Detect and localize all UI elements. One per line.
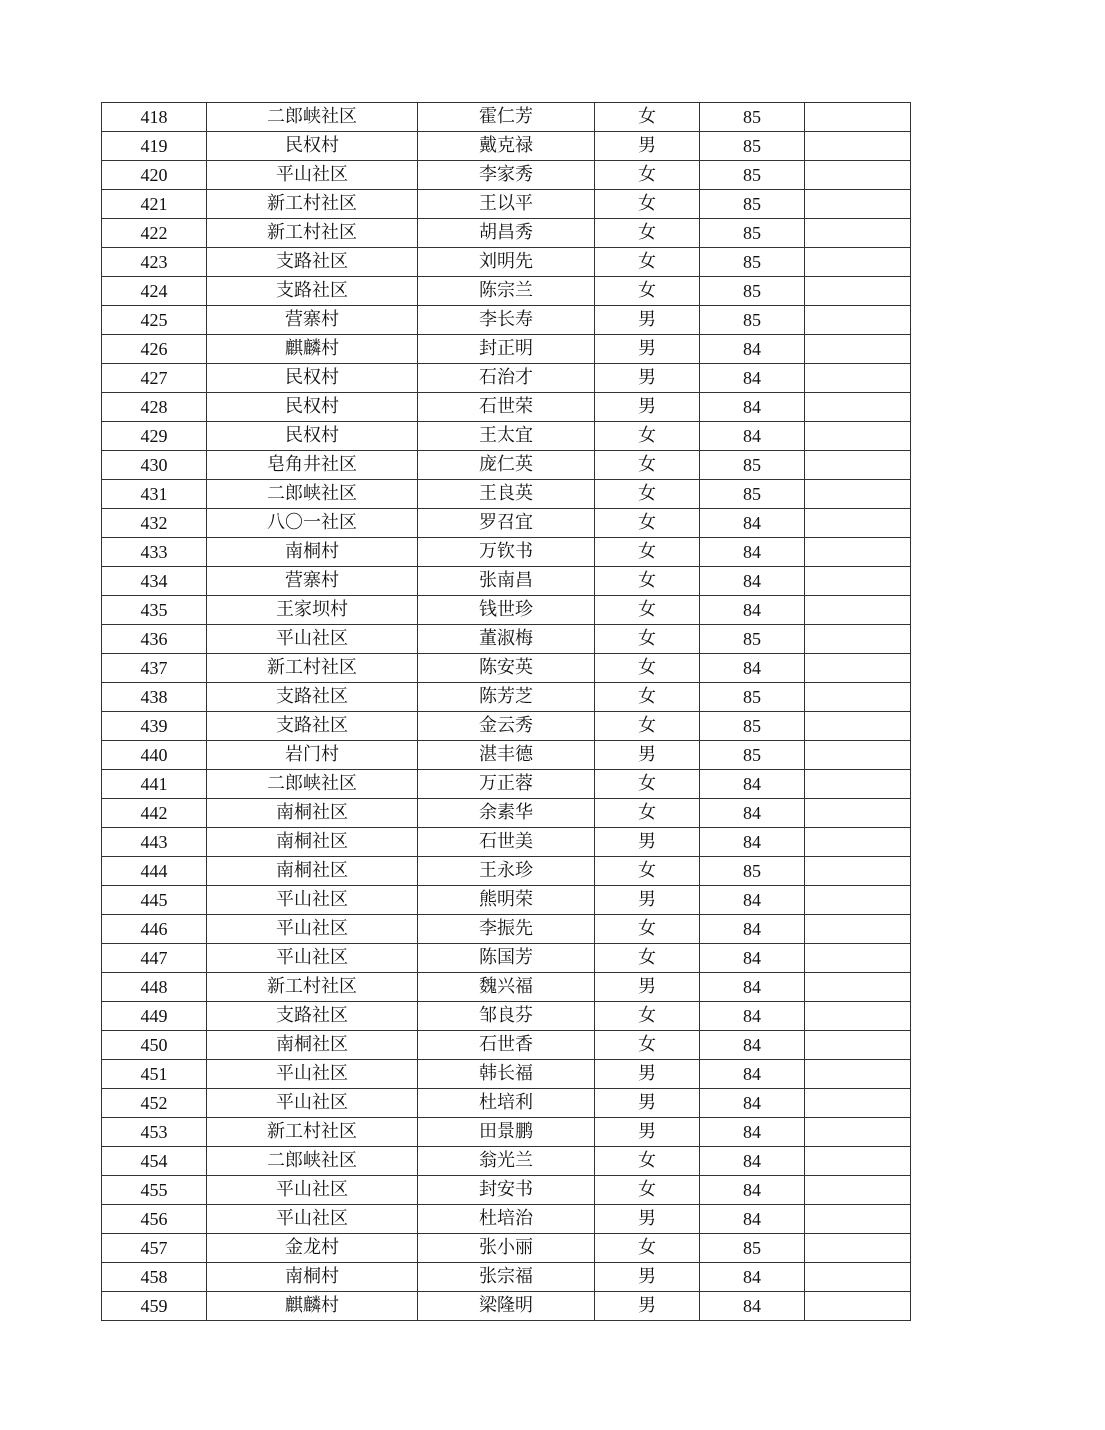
cell-name: 杜培治 (418, 1205, 595, 1234)
cell-name: 翁光兰 (418, 1147, 595, 1176)
table-row (102, 451, 911, 480)
table-row (102, 538, 911, 567)
cell-number: 420 (102, 161, 207, 190)
cell-community: 平山社区 (207, 1205, 418, 1234)
cell-community: 支路社区 (207, 277, 418, 306)
cell-gender: 男 (595, 1118, 700, 1147)
cell-name: 熊明荣 (418, 886, 595, 915)
cell-name: 李家秀 (418, 161, 595, 190)
cell-community: 南桐社区 (207, 828, 418, 857)
table-row (102, 480, 911, 509)
cell-remark (805, 190, 911, 219)
cell-gender: 女 (595, 219, 700, 248)
table-row (102, 277, 911, 306)
cell-gender: 男 (595, 828, 700, 857)
cell-name: 石世荣 (418, 393, 595, 422)
cell-name: 石治才 (418, 364, 595, 393)
cell-gender: 男 (595, 741, 700, 770)
cell-number: 438 (102, 683, 207, 712)
cell-number: 429 (102, 422, 207, 451)
cell-age: 85 (700, 480, 805, 509)
cell-number: 458 (102, 1263, 207, 1292)
table-row (102, 1205, 911, 1234)
cell-community: 二郎峡社区 (207, 1147, 418, 1176)
cell-community: 新工村社区 (207, 219, 418, 248)
cell-name: 戴克禄 (418, 132, 595, 161)
cell-remark (805, 480, 911, 509)
cell-remark (805, 422, 911, 451)
cell-name: 石世香 (418, 1031, 595, 1060)
cell-community: 平山社区 (207, 1176, 418, 1205)
cell-age: 85 (700, 451, 805, 480)
cell-number: 459 (102, 1292, 207, 1321)
cell-name: 陈国芳 (418, 944, 595, 973)
cell-name: 张小丽 (418, 1234, 595, 1263)
cell-remark (805, 915, 911, 944)
table-row (102, 1060, 911, 1089)
cell-remark (805, 306, 911, 335)
cell-number: 446 (102, 915, 207, 944)
cell-age: 85 (700, 277, 805, 306)
cell-gender: 女 (595, 770, 700, 799)
table-row (102, 654, 911, 683)
cell-number: 440 (102, 741, 207, 770)
cell-gender: 男 (595, 1060, 700, 1089)
cell-name: 封安书 (418, 1176, 595, 1205)
cell-name: 邹良芬 (418, 1002, 595, 1031)
table-row (102, 335, 911, 364)
cell-community: 新工村社区 (207, 1118, 418, 1147)
cell-gender: 女 (595, 683, 700, 712)
cell-community: 民权村 (207, 132, 418, 161)
cell-community: 平山社区 (207, 944, 418, 973)
cell-age: 84 (700, 364, 805, 393)
cell-number: 442 (102, 799, 207, 828)
cell-community: 二郎峡社区 (207, 480, 418, 509)
cell-remark (805, 103, 911, 132)
cell-name: 陈宗兰 (418, 277, 595, 306)
cell-number: 436 (102, 625, 207, 654)
cell-name: 韩长福 (418, 1060, 595, 1089)
cell-remark (805, 1089, 911, 1118)
cell-age: 85 (700, 190, 805, 219)
cell-community: 平山社区 (207, 161, 418, 190)
cell-name: 万正蓉 (418, 770, 595, 799)
cell-age: 84 (700, 828, 805, 857)
cell-remark (805, 741, 911, 770)
cell-age: 84 (700, 509, 805, 538)
cell-community: 新工村社区 (207, 973, 418, 1002)
cell-gender: 男 (595, 1089, 700, 1118)
cell-name: 钱世珍 (418, 596, 595, 625)
cell-remark (805, 799, 911, 828)
cell-name: 李振先 (418, 915, 595, 944)
cell-age: 84 (700, 567, 805, 596)
cell-age: 85 (700, 1234, 805, 1263)
cell-number: 425 (102, 306, 207, 335)
cell-name: 田景鹏 (418, 1118, 595, 1147)
table-row (102, 1176, 911, 1205)
cell-name: 庞仁英 (418, 451, 595, 480)
cell-remark (805, 1292, 911, 1321)
cell-community: 金龙村 (207, 1234, 418, 1263)
table-row (102, 1031, 911, 1060)
cell-gender: 女 (595, 596, 700, 625)
cell-name: 董淑梅 (418, 625, 595, 654)
cell-age: 84 (700, 915, 805, 944)
table-row (102, 248, 911, 277)
cell-age: 85 (700, 248, 805, 277)
cell-age: 84 (700, 1060, 805, 1089)
cell-number: 449 (102, 1002, 207, 1031)
cell-gender: 女 (595, 161, 700, 190)
cell-gender: 女 (595, 480, 700, 509)
cell-name: 霍仁芳 (418, 103, 595, 132)
cell-age: 84 (700, 422, 805, 451)
cell-gender: 男 (595, 306, 700, 335)
cell-gender: 女 (595, 567, 700, 596)
cell-gender: 女 (595, 915, 700, 944)
cell-age: 84 (700, 538, 805, 567)
cell-age: 84 (700, 973, 805, 1002)
cell-remark (805, 944, 911, 973)
cell-remark (805, 335, 911, 364)
cell-age: 85 (700, 161, 805, 190)
cell-name: 梁隆明 (418, 1292, 595, 1321)
cell-remark (805, 654, 911, 683)
cell-number: 447 (102, 944, 207, 973)
cell-number: 433 (102, 538, 207, 567)
cell-number: 430 (102, 451, 207, 480)
cell-age: 85 (700, 683, 805, 712)
table-row (102, 306, 911, 335)
cell-remark (805, 1031, 911, 1060)
table-row (102, 973, 911, 1002)
cell-number: 450 (102, 1031, 207, 1060)
cell-name: 李长寿 (418, 306, 595, 335)
cell-gender: 女 (595, 625, 700, 654)
cell-number: 448 (102, 973, 207, 1002)
cell-gender: 女 (595, 538, 700, 567)
cell-gender: 女 (595, 1002, 700, 1031)
cell-age: 85 (700, 625, 805, 654)
cell-age: 85 (700, 103, 805, 132)
cell-name: 刘明先 (418, 248, 595, 277)
roster-body (102, 103, 911, 1321)
cell-number: 427 (102, 364, 207, 393)
cell-number: 439 (102, 712, 207, 741)
cell-remark (805, 161, 911, 190)
cell-name: 魏兴福 (418, 973, 595, 1002)
cell-number: 445 (102, 886, 207, 915)
table-row (102, 509, 911, 538)
cell-community: 民权村 (207, 393, 418, 422)
table-row (102, 393, 911, 422)
cell-remark (805, 683, 911, 712)
cell-name: 张宗福 (418, 1263, 595, 1292)
cell-remark (805, 857, 911, 886)
cell-number: 444 (102, 857, 207, 886)
cell-gender: 女 (595, 857, 700, 886)
cell-gender: 女 (595, 248, 700, 277)
cell-community: 平山社区 (207, 1089, 418, 1118)
cell-name: 胡昌秀 (418, 219, 595, 248)
cell-age: 84 (700, 1263, 805, 1292)
cell-remark (805, 538, 911, 567)
cell-number: 431 (102, 480, 207, 509)
cell-gender: 男 (595, 364, 700, 393)
table-row (102, 132, 911, 161)
cell-remark (805, 219, 911, 248)
cell-community: 新工村社区 (207, 190, 418, 219)
cell-community: 南桐社区 (207, 1031, 418, 1060)
cell-number: 432 (102, 509, 207, 538)
cell-remark (805, 1205, 911, 1234)
cell-remark (805, 1234, 911, 1263)
cell-age: 84 (700, 654, 805, 683)
cell-gender: 女 (595, 1147, 700, 1176)
cell-remark (805, 1002, 911, 1031)
cell-remark (805, 1118, 911, 1147)
cell-remark (805, 625, 911, 654)
cell-community: 平山社区 (207, 915, 418, 944)
cell-gender: 男 (595, 393, 700, 422)
cell-community: 麒麟村 (207, 335, 418, 364)
cell-age: 85 (700, 132, 805, 161)
cell-community: 支路社区 (207, 248, 418, 277)
cell-name: 王良英 (418, 480, 595, 509)
cell-remark (805, 886, 911, 915)
table-row (102, 596, 911, 625)
table-row (102, 828, 911, 857)
cell-name: 陈安英 (418, 654, 595, 683)
cell-community: 南桐社区 (207, 857, 418, 886)
cell-remark (805, 1263, 911, 1292)
cell-number: 456 (102, 1205, 207, 1234)
table-row (102, 1147, 911, 1176)
cell-age: 85 (700, 306, 805, 335)
cell-age: 84 (700, 944, 805, 973)
cell-number: 452 (102, 1089, 207, 1118)
table-row (102, 799, 911, 828)
cell-gender: 男 (595, 973, 700, 1002)
table-row (102, 190, 911, 219)
cell-age: 84 (700, 770, 805, 799)
cell-name: 湛丰德 (418, 741, 595, 770)
cell-name: 封正明 (418, 335, 595, 364)
cell-age: 84 (700, 393, 805, 422)
table-row (102, 1292, 911, 1321)
cell-number: 421 (102, 190, 207, 219)
roster-table (101, 102, 911, 1321)
cell-remark (805, 1060, 911, 1089)
cell-remark (805, 451, 911, 480)
cell-community: 营寨村 (207, 567, 418, 596)
table-row (102, 103, 911, 132)
cell-number: 434 (102, 567, 207, 596)
cell-age: 84 (700, 1002, 805, 1031)
cell-community: 岩门村 (207, 741, 418, 770)
table-row (102, 886, 911, 915)
cell-remark (805, 596, 911, 625)
table-row (102, 1263, 911, 1292)
cell-age: 84 (700, 1118, 805, 1147)
cell-number: 435 (102, 596, 207, 625)
cell-name: 张南昌 (418, 567, 595, 596)
table-row (102, 364, 911, 393)
cell-community: 八〇一社区 (207, 509, 418, 538)
cell-age: 85 (700, 219, 805, 248)
table-row (102, 683, 911, 712)
table-row (102, 770, 911, 799)
cell-number: 457 (102, 1234, 207, 1263)
cell-name: 余素华 (418, 799, 595, 828)
cell-gender: 男 (595, 132, 700, 161)
cell-community: 二郎峡社区 (207, 770, 418, 799)
cell-community: 二郎峡社区 (207, 103, 418, 132)
cell-number: 454 (102, 1147, 207, 1176)
cell-community: 平山社区 (207, 886, 418, 915)
cell-name: 陈芳芝 (418, 683, 595, 712)
cell-community: 新工村社区 (207, 654, 418, 683)
cell-community: 支路社区 (207, 1002, 418, 1031)
cell-remark (805, 770, 911, 799)
cell-community: 南桐村 (207, 538, 418, 567)
cell-age: 84 (700, 799, 805, 828)
cell-number: 423 (102, 248, 207, 277)
cell-age: 84 (700, 1176, 805, 1205)
cell-gender: 女 (595, 654, 700, 683)
cell-community: 平山社区 (207, 1060, 418, 1089)
cell-community: 麒麟村 (207, 1292, 418, 1321)
cell-number: 453 (102, 1118, 207, 1147)
cell-gender: 女 (595, 277, 700, 306)
cell-name: 万钦书 (418, 538, 595, 567)
table-row (102, 625, 911, 654)
cell-number: 428 (102, 393, 207, 422)
cell-community: 支路社区 (207, 683, 418, 712)
cell-number: 426 (102, 335, 207, 364)
cell-name: 王永珍 (418, 857, 595, 886)
table-row (102, 944, 911, 973)
cell-community: 南桐社区 (207, 799, 418, 828)
cell-remark (805, 393, 911, 422)
cell-age: 85 (700, 741, 805, 770)
cell-age: 84 (700, 335, 805, 364)
table-row (102, 567, 911, 596)
cell-community: 民权村 (207, 422, 418, 451)
cell-age: 84 (700, 1147, 805, 1176)
cell-gender: 女 (595, 799, 700, 828)
table-row (102, 712, 911, 741)
table-row (102, 1002, 911, 1031)
cell-age: 84 (700, 1292, 805, 1321)
cell-gender: 女 (595, 451, 700, 480)
table-row (102, 422, 911, 451)
cell-gender: 男 (595, 1205, 700, 1234)
cell-gender: 女 (595, 944, 700, 973)
cell-community: 支路社区 (207, 712, 418, 741)
cell-name: 金云秀 (418, 712, 595, 741)
cell-name: 王太宜 (418, 422, 595, 451)
table-row (102, 1234, 911, 1263)
cell-name: 罗召宜 (418, 509, 595, 538)
table-row (102, 857, 911, 886)
table-row (102, 741, 911, 770)
table-row (102, 1089, 911, 1118)
cell-gender: 女 (595, 1176, 700, 1205)
cell-community: 皂角井社区 (207, 451, 418, 480)
cell-community: 民权村 (207, 364, 418, 393)
cell-number: 441 (102, 770, 207, 799)
table-row (102, 219, 911, 248)
cell-remark (805, 248, 911, 277)
cell-remark (805, 1147, 911, 1176)
cell-gender: 女 (595, 190, 700, 219)
cell-remark (805, 364, 911, 393)
cell-remark (805, 828, 911, 857)
table-row (102, 915, 911, 944)
cell-community: 南桐村 (207, 1263, 418, 1292)
cell-community: 平山社区 (207, 625, 418, 654)
cell-number: 419 (102, 132, 207, 161)
cell-remark (805, 712, 911, 741)
cell-gender: 女 (595, 422, 700, 451)
cell-gender: 男 (595, 1292, 700, 1321)
cell-age: 85 (700, 857, 805, 886)
cell-name: 王以平 (418, 190, 595, 219)
cell-number: 455 (102, 1176, 207, 1205)
cell-age: 84 (700, 1205, 805, 1234)
cell-gender: 女 (595, 103, 700, 132)
cell-number: 422 (102, 219, 207, 248)
cell-age: 85 (700, 712, 805, 741)
table-row (102, 161, 911, 190)
cell-remark (805, 1176, 911, 1205)
cell-community: 营寨村 (207, 306, 418, 335)
cell-name: 石世美 (418, 828, 595, 857)
cell-number: 437 (102, 654, 207, 683)
cell-gender: 男 (595, 335, 700, 364)
cell-age: 84 (700, 596, 805, 625)
cell-remark (805, 132, 911, 161)
cell-gender: 男 (595, 886, 700, 915)
cell-gender: 女 (595, 1234, 700, 1263)
cell-name: 杜培利 (418, 1089, 595, 1118)
cell-gender: 女 (595, 1031, 700, 1060)
cell-number: 418 (102, 103, 207, 132)
cell-number: 443 (102, 828, 207, 857)
cell-remark (805, 973, 911, 1002)
cell-number: 451 (102, 1060, 207, 1089)
cell-age: 84 (700, 1031, 805, 1060)
table-row (102, 1118, 911, 1147)
cell-gender: 女 (595, 509, 700, 538)
cell-remark (805, 277, 911, 306)
cell-remark (805, 509, 911, 538)
cell-age: 84 (700, 886, 805, 915)
cell-number: 424 (102, 277, 207, 306)
cell-gender: 男 (595, 1263, 700, 1292)
cell-gender: 女 (595, 712, 700, 741)
cell-community: 王家坝村 (207, 596, 418, 625)
cell-age: 84 (700, 1089, 805, 1118)
cell-remark (805, 567, 911, 596)
